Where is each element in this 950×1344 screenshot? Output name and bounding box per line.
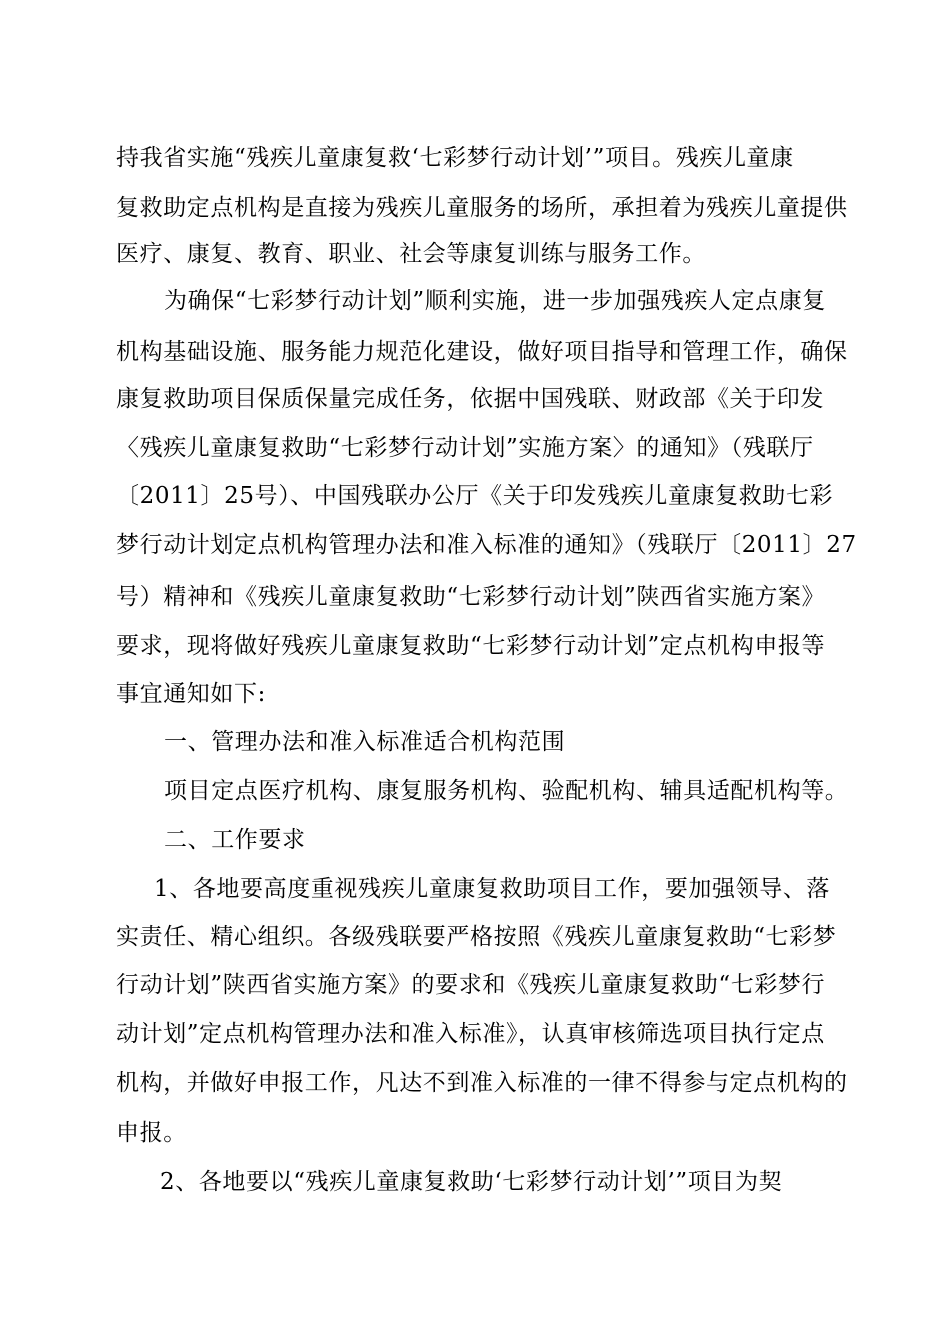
text-line: 〈残疾儿童康复救助“七彩梦行动计划”实施方案〉的通知》（残联厅 [116, 435, 814, 461]
paragraph-first-line: 1、各地要高度重视残疾儿童康复救助项目工作，要加强领导、落 [154, 876, 831, 902]
section-heading-scope: 一、管理办法和准入标准适合机构范围 [164, 729, 566, 755]
text-line: 机构基础设施、服务能力规范化建设，做好项目指导和管理工作，确保 [116, 339, 848, 365]
text-line: 机构，并做好申报工作，凡达不到准入标准的一律不得参与定点机构的 [116, 1070, 848, 1096]
text-line: 申报。 [116, 1120, 187, 1146]
text-line: 持我省实施“残疾儿童康复救‘七彩梦行动计划’”项目。残疾儿童康 [116, 145, 794, 171]
paragraph-first-line: 为确保“七彩梦行动计划”顺利实施，进一步加强残疾人定点康复 [164, 288, 826, 314]
text-line: 梦行动计划定点机构管理办法和准入标准的通知》（残联厅〔2011〕27 [116, 532, 857, 558]
text-line: 动计划”定点机构管理办法和准入标准》，认真审核筛选项目执行定点 [116, 1021, 825, 1047]
text-line: 实责任、精心组织。各级残联要严格按照《残疾儿童康复救助“七彩梦 [116, 924, 837, 950]
text-line: 〔2011〕25号）、中国残联办公厅《关于印发残疾儿童康复救助七彩 [116, 483, 834, 509]
text-line: 康复救助项目保质保量完成任务，依据中国残联、财政部《关于印发 [116, 386, 824, 412]
text-line: 复救助定点机构是直接为残疾儿童服务的场所，承担着为残疾儿童提供 [116, 195, 848, 221]
text-line: 要求，现将做好残疾儿童康复救助“七彩梦行动计划”定点机构申报等 [116, 633, 826, 659]
paragraph-first-line: 项目定点医疗机构、康复服务机构、验配机构、辅具适配机构等。 [164, 778, 849, 804]
text-line: 号）精神和《残疾儿童康复救助“七彩梦行动计划”陕西省实施方案》 [116, 584, 826, 610]
text-line: 事宜通知如下: [116, 681, 266, 707]
text-line: 医疗、康复、教育、职业、社会等康复训练与服务工作。 [116, 241, 706, 267]
paragraph-first-line: 2、各地要以“残疾儿童康复救助‘七彩梦行动计划’”项目为契 [160, 1169, 783, 1195]
section-heading-requirements: 二、工作要求 [164, 827, 306, 853]
text-line: 行动计划”陕西省实施方案》的要求和《残疾儿童康复救助“七彩梦行 [116, 972, 826, 998]
